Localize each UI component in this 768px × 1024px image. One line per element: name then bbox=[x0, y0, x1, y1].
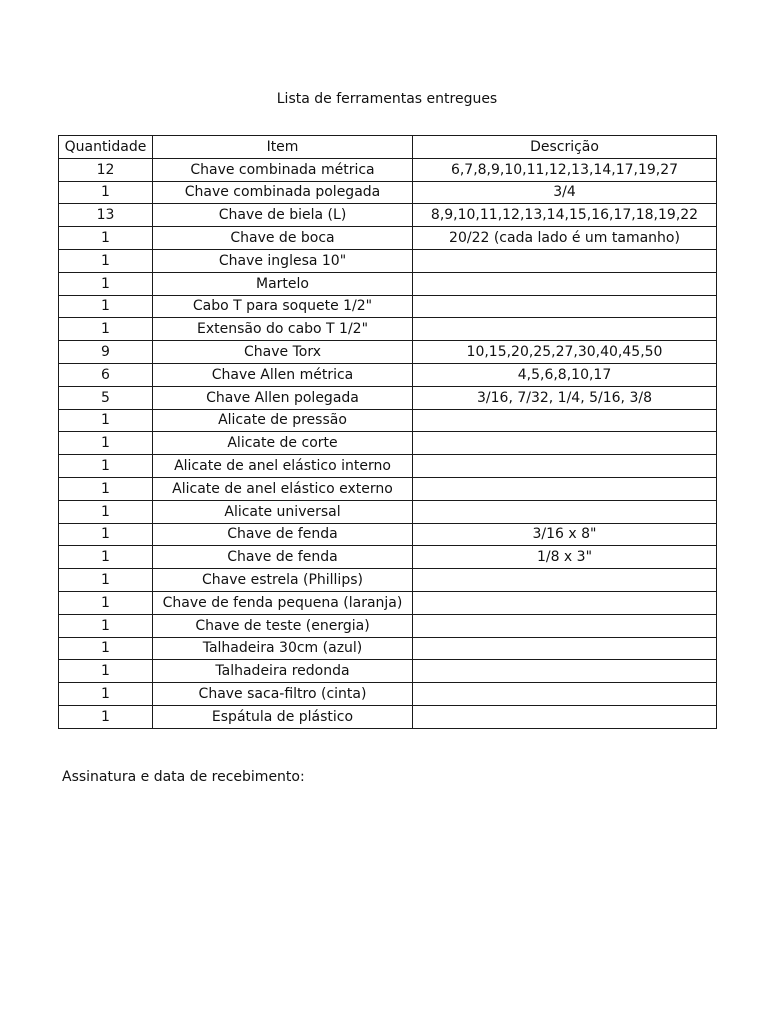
quantity-cell: 1 bbox=[59, 705, 153, 728]
description-cell bbox=[413, 455, 717, 478]
column-header-quantity: Quantidade bbox=[59, 136, 153, 159]
item-cell: Talhadeira redonda bbox=[153, 660, 413, 683]
table-row bbox=[59, 546, 717, 569]
item-cell: Chave de biela (L) bbox=[153, 204, 413, 227]
description-cell: 3/4 bbox=[413, 181, 717, 204]
quantity-cell: 1 bbox=[59, 637, 153, 660]
table-row bbox=[59, 249, 717, 272]
table-row bbox=[59, 614, 717, 637]
quantity-cell: 1 bbox=[59, 295, 153, 318]
table-row bbox=[59, 272, 717, 295]
table-row bbox=[59, 363, 717, 386]
description-cell: 1/8 x 3" bbox=[413, 546, 717, 569]
item-cell: Chave de teste (energia) bbox=[153, 614, 413, 637]
quantity-cell: 1 bbox=[59, 455, 153, 478]
item-cell: Chave Allen métrica bbox=[153, 363, 413, 386]
table-row bbox=[59, 409, 717, 432]
table-row bbox=[59, 158, 717, 181]
item-cell: Alicate de pressão bbox=[153, 409, 413, 432]
quantity-cell: 1 bbox=[59, 500, 153, 523]
item-cell: Chave de fenda bbox=[153, 523, 413, 546]
description-cell bbox=[413, 318, 717, 341]
quantity-cell: 1 bbox=[59, 660, 153, 683]
table-row bbox=[59, 705, 717, 728]
table-row bbox=[59, 204, 717, 227]
document-title: Lista de ferramentas entregues bbox=[276, 91, 498, 107]
table-row bbox=[59, 569, 717, 592]
table-row bbox=[59, 523, 717, 546]
description-cell: 6,7,8,9,10,11,12,13,14,17,19,27 bbox=[413, 158, 717, 181]
description-cell bbox=[413, 637, 717, 660]
table-header-row bbox=[59, 136, 717, 159]
column-header-description: Descrição bbox=[413, 136, 717, 159]
table-row bbox=[59, 227, 717, 250]
column-header-item: Item bbox=[153, 136, 413, 159]
table-row bbox=[59, 591, 717, 614]
quantity-cell: 1 bbox=[59, 409, 153, 432]
description-cell bbox=[413, 295, 717, 318]
quantity-cell: 1 bbox=[59, 432, 153, 455]
item-cell: Chave de boca bbox=[153, 227, 413, 250]
table-row bbox=[59, 181, 717, 204]
quantity-cell: 1 bbox=[59, 614, 153, 637]
description-cell: 3/16, 7/32, 1/4, 5/16, 3/8 bbox=[413, 386, 717, 409]
tools-table bbox=[58, 135, 717, 729]
table-body bbox=[59, 158, 717, 728]
description-cell bbox=[413, 705, 717, 728]
quantity-cell: 12 bbox=[59, 158, 153, 181]
item-cell: Alicate de anel elástico interno bbox=[153, 455, 413, 478]
description-cell: 10,15,20,25,27,30,40,45,50 bbox=[413, 341, 717, 364]
signature-label: Assinatura e data de recebimento: bbox=[62, 769, 305, 785]
quantity-cell: 1 bbox=[59, 477, 153, 500]
table-row bbox=[59, 500, 717, 523]
description-cell bbox=[413, 272, 717, 295]
description-cell bbox=[413, 569, 717, 592]
description-cell bbox=[413, 660, 717, 683]
quantity-cell: 6 bbox=[59, 363, 153, 386]
quantity-cell: 1 bbox=[59, 523, 153, 546]
quantity-cell: 1 bbox=[59, 683, 153, 706]
description-cell bbox=[413, 249, 717, 272]
quantity-cell: 1 bbox=[59, 181, 153, 204]
table-row bbox=[59, 455, 717, 478]
item-cell: Talhadeira 30cm (azul) bbox=[153, 637, 413, 660]
table-row bbox=[59, 341, 717, 364]
quantity-cell: 1 bbox=[59, 272, 153, 295]
description-cell bbox=[413, 500, 717, 523]
item-cell: Chave combinada métrica bbox=[153, 158, 413, 181]
item-cell: Chave de fenda bbox=[153, 546, 413, 569]
quantity-cell: 1 bbox=[59, 249, 153, 272]
item-cell: Chave estrela (Phillips) bbox=[153, 569, 413, 592]
table-row bbox=[59, 660, 717, 683]
description-cell bbox=[413, 591, 717, 614]
item-cell: Cabo T para soquete 1/2" bbox=[153, 295, 413, 318]
quantity-cell: 1 bbox=[59, 318, 153, 341]
item-cell: Espátula de plástico bbox=[153, 705, 413, 728]
quantity-cell: 1 bbox=[59, 227, 153, 250]
description-cell: 8,9,10,11,12,13,14,15,16,17,18,19,22 bbox=[413, 204, 717, 227]
table-row bbox=[59, 386, 717, 409]
item-cell: Extensão do cabo T 1/2" bbox=[153, 318, 413, 341]
quantity-cell: 5 bbox=[59, 386, 153, 409]
table-row bbox=[59, 477, 717, 500]
item-cell: Alicate universal bbox=[153, 500, 413, 523]
item-cell: Chave saca-filtro (cinta) bbox=[153, 683, 413, 706]
item-cell: Chave inglesa 10" bbox=[153, 249, 413, 272]
item-cell: Chave combinada polegada bbox=[153, 181, 413, 204]
quantity-cell: 1 bbox=[59, 591, 153, 614]
table-row bbox=[59, 637, 717, 660]
quantity-cell: 9 bbox=[59, 341, 153, 364]
item-cell: Alicate de anel elástico externo bbox=[153, 477, 413, 500]
description-cell bbox=[413, 477, 717, 500]
description-cell: 3/16 x 8" bbox=[413, 523, 717, 546]
description-cell: 4,5,6,8,10,17 bbox=[413, 363, 717, 386]
quantity-cell: 1 bbox=[59, 569, 153, 592]
table-row bbox=[59, 683, 717, 706]
item-cell: Alicate de corte bbox=[153, 432, 413, 455]
item-cell: Martelo bbox=[153, 272, 413, 295]
description-cell bbox=[413, 409, 717, 432]
description-cell bbox=[413, 614, 717, 637]
table-row bbox=[59, 432, 717, 455]
item-cell: Chave de fenda pequena (laranja) bbox=[153, 591, 413, 614]
quantity-cell: 1 bbox=[59, 546, 153, 569]
description-cell bbox=[413, 432, 717, 455]
description-cell bbox=[413, 683, 717, 706]
table-row bbox=[59, 295, 717, 318]
table-row bbox=[59, 318, 717, 341]
quantity-cell: 13 bbox=[59, 204, 153, 227]
item-cell: Chave Torx bbox=[153, 341, 413, 364]
item-cell: Chave Allen polegada bbox=[153, 386, 413, 409]
description-cell: 20/22 (cada lado é um tamanho) bbox=[413, 227, 717, 250]
